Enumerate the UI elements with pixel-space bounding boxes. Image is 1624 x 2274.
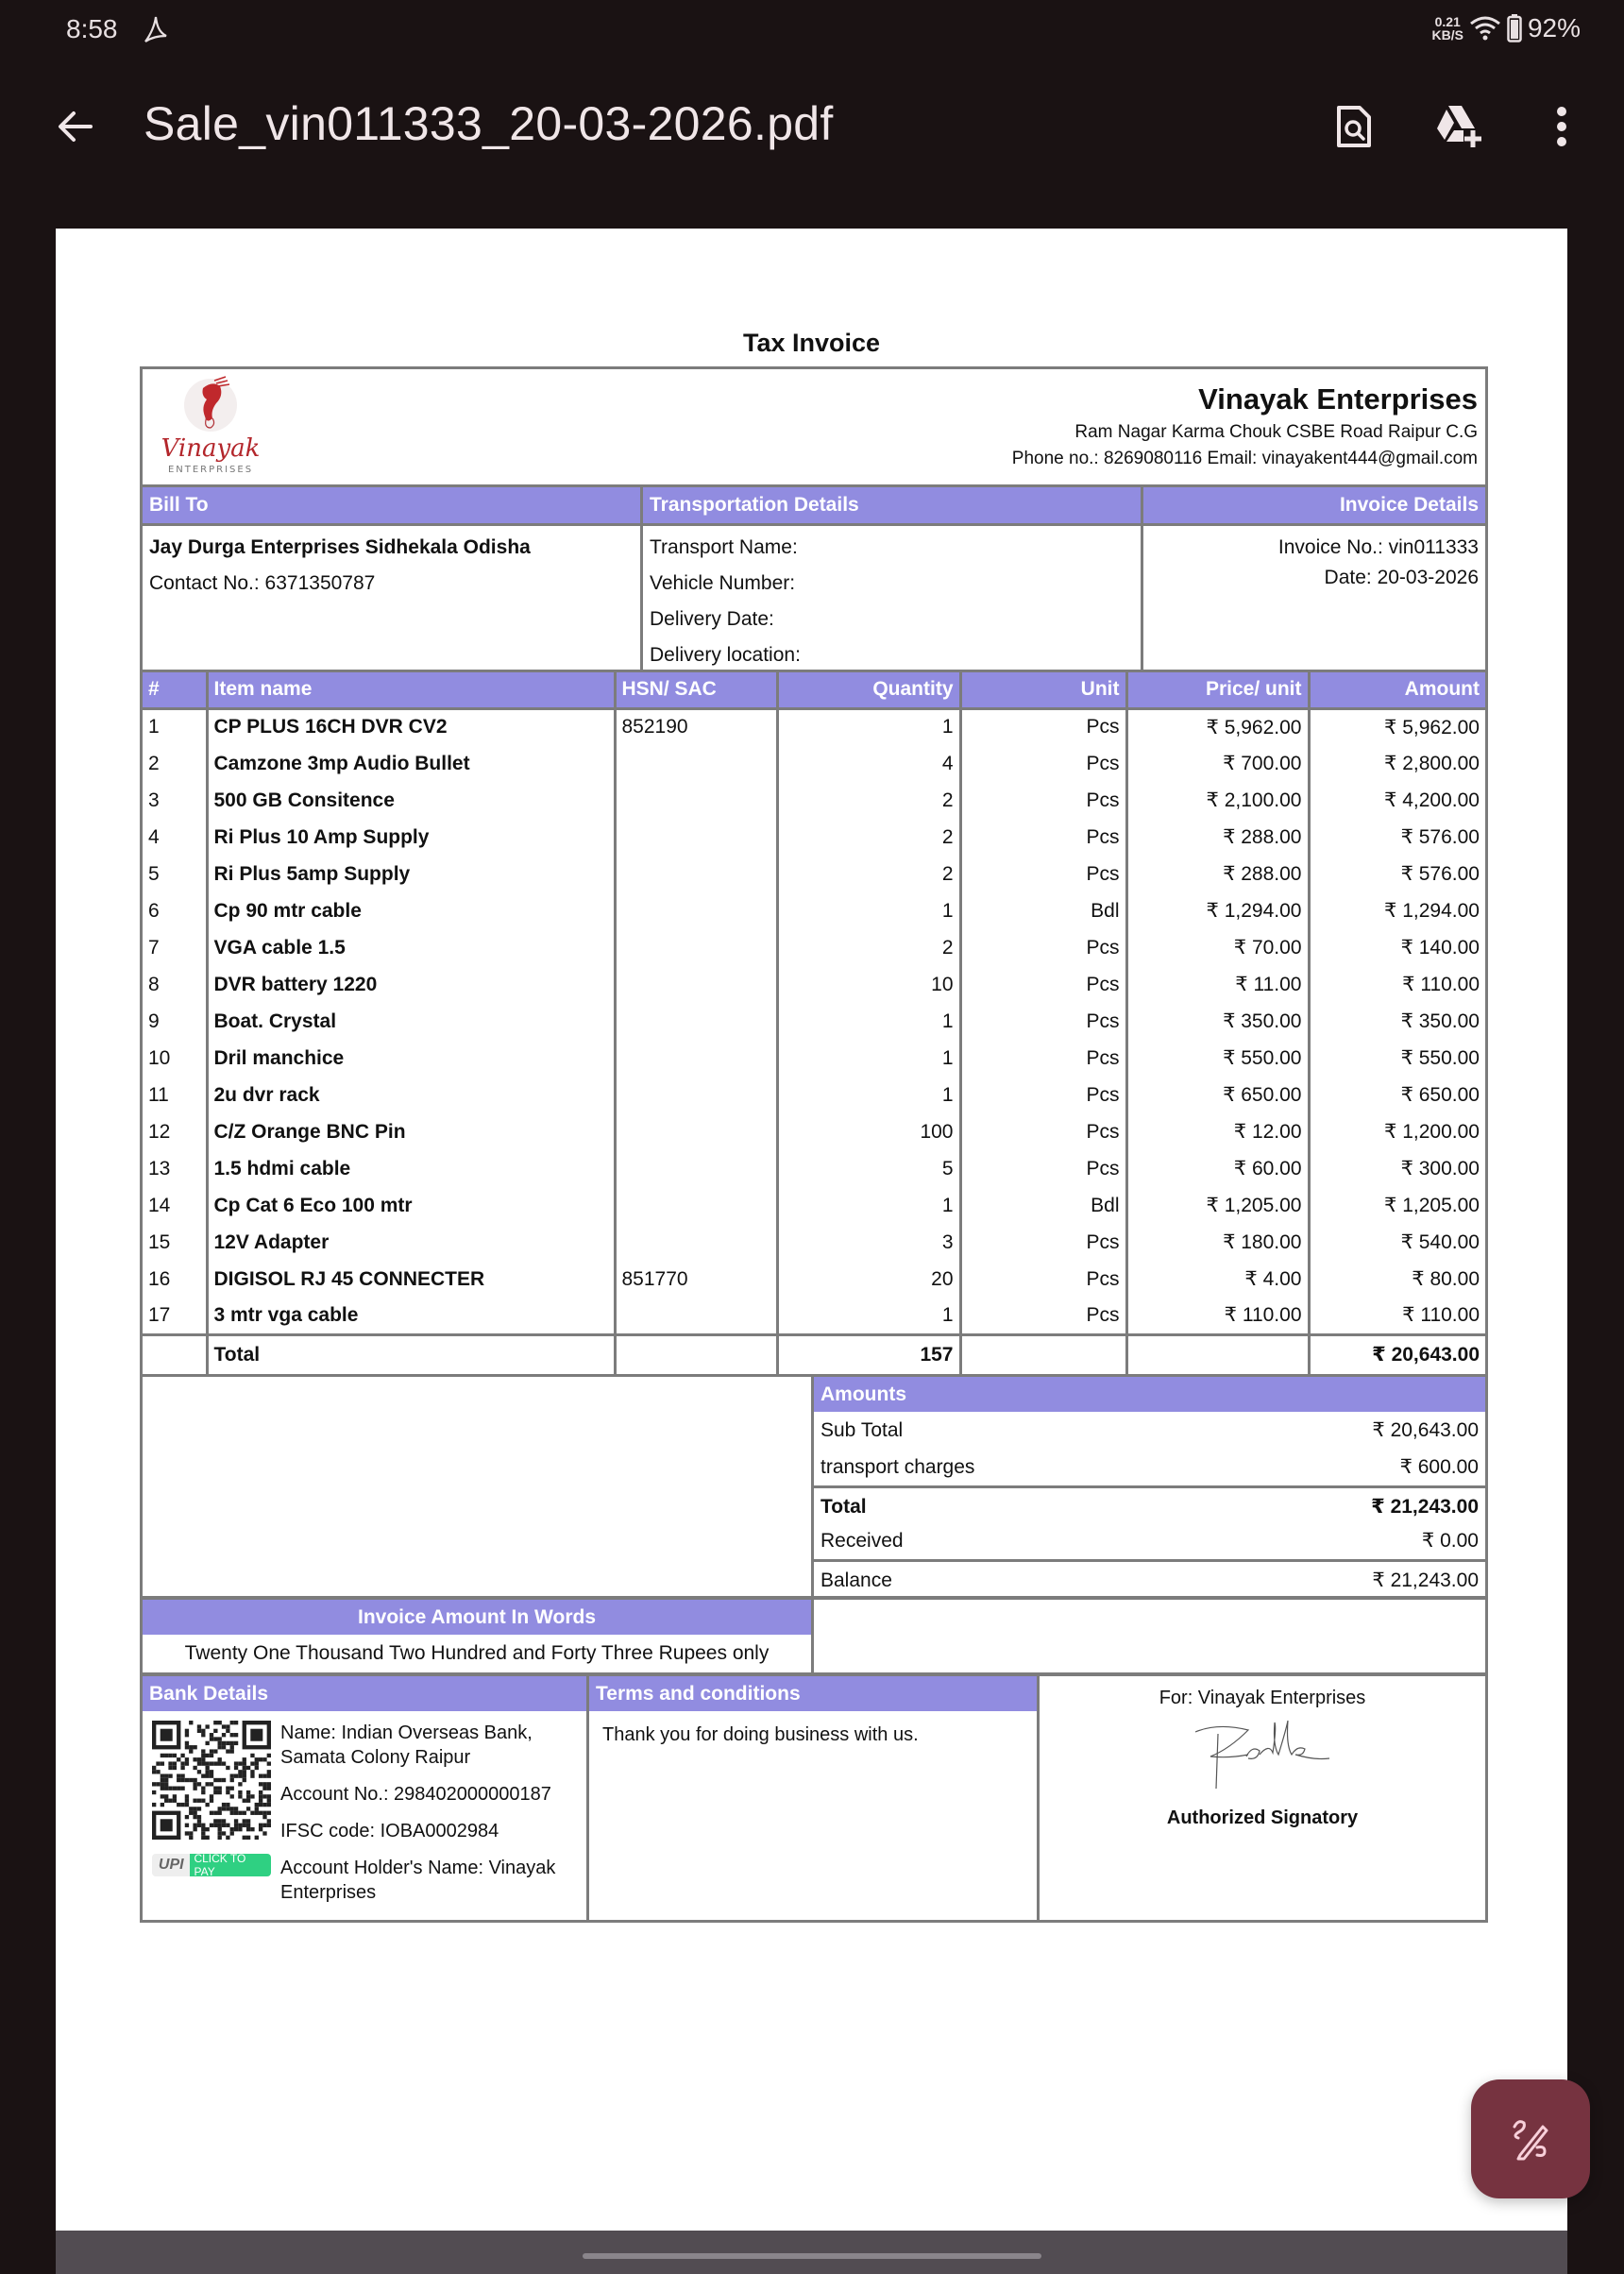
delivery-location: Delivery location: [650,644,801,666]
table-row [143,1150,1485,1187]
item-hsn [615,929,777,966]
item-price: ₹ 550.00 [1126,1040,1309,1077]
item-index: 9 [143,1003,207,1040]
item-name: Boat. Crystal [207,1003,615,1040]
item-price: ₹ 700.00 [1126,745,1309,782]
draw-annotate-icon [1509,2117,1552,2161]
table-row [143,966,1485,1003]
col-header-quantity: Quantity [777,672,960,708]
total-hsn [615,1334,777,1374]
grand-total-value: ₹ 21,243.00 [1371,1496,1479,1518]
item-name: DIGISOL RJ 45 CONNECTER [207,1261,615,1298]
items-header-row [143,672,1485,708]
item-amount: ₹ 110.00 [1402,1304,1480,1327]
transport-charges-row [814,1449,1485,1485]
amounts-summary [814,1377,1485,1596]
item-price: ₹ 1,205.00 [1126,1187,1309,1224]
item-unit: Pcs [960,1150,1126,1187]
item-quantity: 1 [777,708,960,745]
col-header-item-name: Item name [207,672,615,708]
total-index [143,1334,207,1374]
item-amount: ₹ 650.00 [1400,1084,1480,1106]
item-name: Ri Plus 10 Amp Supply [207,819,615,856]
item-unit: Pcs [960,929,1126,966]
col-header-price: Price/ unit [1126,672,1309,708]
col-header-amount: Amount [1309,672,1485,708]
transport-name: Transport Name: [650,536,798,558]
item-unit: Bdl [960,892,1126,929]
received-row [814,1522,1485,1559]
item-quantity: 1 [777,1298,960,1334]
item-name: C/Z Orange BNC Pin [207,1113,615,1150]
amount-in-words-section [143,1596,1485,1672]
received-label: Received [820,1530,904,1552]
item-price: ₹ 350.00 [1126,1003,1309,1040]
item-name: Cp 90 mtr cable [207,892,615,929]
items-table [143,672,1485,1374]
customer-contact: Contact No.: 6371350787 [149,572,376,594]
grand-total-label: Total [820,1496,867,1518]
bank-info [271,1721,577,1917]
item-index: 7 [143,929,207,966]
find-in-page-button[interactable] [1329,100,1379,153]
item-hsn: 852190 [615,708,777,745]
invoice-details-body [1143,523,1485,670]
wifi-icon [1469,15,1501,42]
amount-in-words [143,1600,814,1672]
item-name: DVR battery 1220 [207,966,615,1003]
item-price: ₹ 650.00 [1126,1077,1309,1113]
invoice-details [1143,487,1485,670]
bank-account-holder: Account Holder's Name: Vinayak Enterprises [280,1858,556,1903]
signature-for: For: Vinayak Enterprises [1159,1688,1366,1708]
item-quantity: 2 [777,856,960,892]
item-price: ₹ 70.00 [1126,929,1309,966]
item-price: ₹ 288.00 [1126,819,1309,856]
table-row [143,1224,1485,1261]
invoice-details-header: Invoice Details [1143,487,1485,523]
customer-name: Jay Durga Enterprises Sidhekala Odisha [149,536,531,558]
item-unit: Pcs [960,782,1126,819]
item-name: CP PLUS 16CH DVR CV2 [207,708,615,745]
item-unit: Bdl [960,1187,1126,1224]
upi-click-to-pay-button[interactable]: CLICK TO PAY [190,1854,271,1876]
item-name: Cp Cat 6 Eco 100 mtr [207,1187,615,1224]
balance-label: Balance [820,1570,892,1591]
item-quantity: 1 [777,1040,960,1077]
home-gesture-handle[interactable] [583,2253,1041,2259]
item-price: ₹ 2,100.00 [1126,782,1309,819]
item-hsn [615,1224,777,1261]
sub-total-row [814,1412,1485,1449]
bank-details [143,1676,589,1920]
item-name: 3 mtr vga cable [207,1298,615,1334]
total-unit [960,1334,1126,1374]
status-time: 8:58 [66,14,118,43]
item-quantity: 1 [777,1003,960,1040]
annotate-fab-button[interactable] [1471,2079,1590,2198]
item-quantity: 10 [777,966,960,1003]
total-label: Total [207,1334,615,1374]
qr-code[interactable] [152,1721,271,1840]
network-speed-value: 0.21 [1434,14,1461,29]
item-quantity: 5 [777,1150,960,1187]
bank-details-header: Bank Details [143,1676,586,1711]
item-name: 500 GB Consitence [207,782,615,819]
vehicle-number: Vehicle Number: [650,572,796,594]
item-index: 8 [143,966,207,1003]
table-row [143,782,1485,819]
item-amount: ₹ 2,800.00 [1384,753,1480,774]
item-amount: ₹ 300.00 [1400,1158,1480,1179]
item-quantity: 4 [777,745,960,782]
item-index: 6 [143,892,207,929]
item-price: ₹ 4.00 [1126,1261,1309,1298]
signature-image [1192,1717,1333,1802]
item-index: 2 [143,745,207,782]
battery-icon [1507,14,1522,42]
document-title: Sale_vin011333_20-03-2026.pdf [144,97,834,150]
status-bar [0,0,1624,60]
back-arrow-icon [53,102,102,151]
item-price: ₹ 110.00 [1126,1298,1309,1334]
table-row [143,892,1485,929]
transport-header: Transportation Details [643,487,1141,523]
item-quantity: 2 [777,819,960,856]
item-amount: ₹ 4,200.00 [1384,789,1480,811]
item-price: ₹ 1,294.00 [1126,892,1309,929]
bill-to-header: Bill To [143,487,640,523]
item-unit: Pcs [960,856,1126,892]
table-row [143,1040,1485,1077]
total-amount: ₹ 20,643.00 [1372,1344,1480,1366]
company-logo [158,375,263,477]
item-amount: ₹ 5,962.00 [1384,716,1480,738]
item-unit: Pcs [960,1040,1126,1077]
balance-value: ₹ 21,243.00 [1372,1570,1479,1591]
item-price: ₹ 11.00 [1126,966,1309,1003]
item-index: 12 [143,1113,207,1150]
company-name: Vinayak Enterprises [1198,382,1478,416]
item-name: Camzone 3mp Audio Bullet [207,745,615,782]
item-name: 1.5 hdmi cable [207,1150,615,1187]
upi-logo: UPI [152,1854,190,1876]
company-address: Ram Nagar Karma Chouk CSBE Road Raipur C.G [1074,422,1478,442]
invoice-date: Date: 20-03-2026 [1324,567,1479,588]
item-amount: ₹ 576.00 [1400,826,1480,848]
item-index: 10 [143,1040,207,1077]
bill-to-body [143,523,640,670]
table-row [143,1077,1485,1113]
col-header-hsn: HSN/ SAC [615,672,777,708]
signature-block [1040,1676,1485,1920]
item-unit: Pcs [960,1113,1126,1150]
item-unit: Pcs [960,1224,1126,1261]
item-quantity: 100 [777,1113,960,1150]
network-speed-unit: KB/S [1431,27,1463,42]
item-hsn [615,966,777,1003]
info-section [143,484,1485,670]
table-row [143,708,1485,745]
item-hsn [615,856,777,892]
table-row [143,1113,1485,1150]
item-hsn [615,1187,777,1224]
item-unit: Pcs [960,966,1126,1003]
transport-details [643,487,1143,670]
item-index: 13 [143,1150,207,1187]
upi-pay-badge[interactable] [152,1853,271,1877]
document-heading: Tax Invoice [742,329,881,357]
save-to-drive-button[interactable] [1433,100,1482,153]
item-name: Dril manchice [207,1040,615,1077]
company-contact: Phone no.: 8269080116 Email: vinayakent444@gmail.com [1011,449,1478,468]
item-unit: Pcs [960,1261,1126,1298]
item-amount: ₹ 350.00 [1400,1010,1480,1032]
items-total-row [143,1334,1485,1374]
transport-body [643,523,1141,670]
items-section [143,670,1485,1374]
pdf-page[interactable] [56,229,1567,2231]
item-unit: Pcs [960,1298,1126,1334]
sub-total-label: Sub Total [820,1419,904,1441]
payment-qr [152,1721,271,1917]
item-index: 1 [143,708,207,745]
more-vert-icon [1556,106,1567,147]
invoice [140,366,1488,1923]
item-index: 17 [143,1298,207,1334]
bank-name: Name: Indian Overseas Bank, Samata Colony Raipur [280,1722,533,1768]
terms-and-conditions [589,1676,1040,1920]
item-quantity: 1 [777,892,960,929]
item-hsn [615,1077,777,1113]
more-options-button[interactable] [1537,100,1586,153]
item-hsn [615,1040,777,1077]
table-row [143,1298,1485,1334]
table-row [143,929,1485,966]
item-unit: Pcs [960,708,1126,745]
invoice-number: Invoice No.: vin011333 [1277,536,1479,558]
transport-charges-label: transport charges [820,1456,975,1478]
item-index: 15 [143,1224,207,1261]
col-header-index: # [143,672,207,708]
item-hsn [615,1113,777,1150]
item-price: ₹ 12.00 [1126,1113,1309,1150]
delivery-date: Delivery Date: [650,608,774,630]
terms-text: Thank you for doing business with us. [602,1724,919,1745]
item-quantity: 2 [777,929,960,966]
table-row [143,745,1485,782]
item-price: ₹ 180.00 [1126,1224,1309,1261]
table-row [143,819,1485,856]
status-right [1432,13,1582,43]
item-hsn [615,892,777,929]
logo-text: Vinayak [161,434,261,463]
bank-ifsc: IFSC code: IOBA0002984 [280,1821,499,1841]
battery-percent: 92% [1527,13,1581,42]
bank-account-number: Account No.: 298402000000187 [280,1784,551,1805]
sub-total-value: ₹ 20,643.00 [1372,1419,1479,1441]
item-hsn [615,782,777,819]
item-hsn [615,745,777,782]
balance-row [814,1559,1485,1596]
item-price: ₹ 288.00 [1126,856,1309,892]
authorized-signatory-label: Authorized Signatory [1166,1807,1359,1828]
item-index: 5 [143,856,207,892]
item-unit: Pcs [960,1003,1126,1040]
item-hsn [615,1003,777,1040]
table-row [143,1187,1485,1224]
item-amount: ₹ 576.00 [1400,863,1480,885]
footer-section [143,1672,1485,1920]
bill-to [143,487,643,670]
received-value: ₹ 0.00 [1421,1530,1479,1552]
item-index: 16 [143,1261,207,1298]
amounts-spacer [143,1377,814,1596]
item-unit: Pcs [960,745,1126,782]
item-index: 4 [143,819,207,856]
item-amount: ₹ 550.00 [1400,1047,1480,1069]
item-quantity: 1 [777,1077,960,1113]
item-amount: ₹ 540.00 [1400,1231,1480,1253]
drive-add-icon [1433,104,1482,149]
item-hsn [615,1150,777,1187]
logo-subtext: ENTERPRISES [167,465,254,475]
item-amount: ₹ 1,294.00 [1384,900,1480,922]
back-button[interactable] [53,102,102,151]
item-amount: ₹ 1,200.00 [1384,1121,1480,1143]
total-quantity: 157 [777,1334,960,1374]
item-quantity: 3 [777,1224,960,1261]
transport-charges-value: ₹ 600.00 [1399,1456,1479,1478]
navigation-bar [56,2231,1567,2274]
item-amount: ₹ 140.00 [1400,937,1480,959]
item-index: 14 [143,1187,207,1224]
item-name: 12V Adapter [207,1224,615,1261]
item-index: 3 [143,782,207,819]
acrobat-notification-icon [142,13,170,45]
app-actions [1329,100,1586,153]
find-in-page-icon [1335,104,1373,149]
table-row [143,856,1485,892]
item-hsn: 851770 [615,1261,777,1298]
words-spacer [814,1600,1485,1672]
item-quantity: 2 [777,782,960,819]
company-header [143,369,1485,484]
item-amount: ₹ 1,205.00 [1384,1195,1480,1216]
items-body [143,708,1485,1334]
item-hsn [615,1298,777,1334]
table-row [143,1261,1485,1298]
amounts-header: Amounts [814,1377,1485,1412]
app-bar [0,76,1624,179]
item-quantity: 1 [777,1187,960,1224]
item-unit: Pcs [960,819,1126,856]
col-header-unit: Unit [960,672,1126,708]
item-name: 2u dvr rack [207,1077,615,1113]
amount-in-words-text: Twenty One Thousand Two Hundred and Forty Three Rupees only [184,1642,770,1664]
item-price: ₹ 60.00 [1126,1150,1309,1187]
table-row [143,1003,1485,1040]
network-speed [1432,15,1463,42]
grand-total-row [814,1485,1485,1522]
item-price: ₹ 5,962.00 [1126,708,1309,745]
item-amount: ₹ 110.00 [1402,974,1480,995]
item-unit: Pcs [960,1077,1126,1113]
amount-in-words-header: Invoice Amount In Words [143,1600,811,1635]
item-name: Ri Plus 5amp Supply [207,856,615,892]
amounts-section [143,1374,1485,1596]
item-quantity: 20 [777,1261,960,1298]
total-price [1126,1334,1309,1374]
item-hsn [615,819,777,856]
item-amount: ₹ 80.00 [1412,1268,1480,1290]
terms-header: Terms and conditions [589,1676,1037,1711]
item-name: VGA cable 1.5 [207,929,615,966]
item-index: 11 [143,1077,207,1113]
bank-details-body [143,1711,586,1926]
